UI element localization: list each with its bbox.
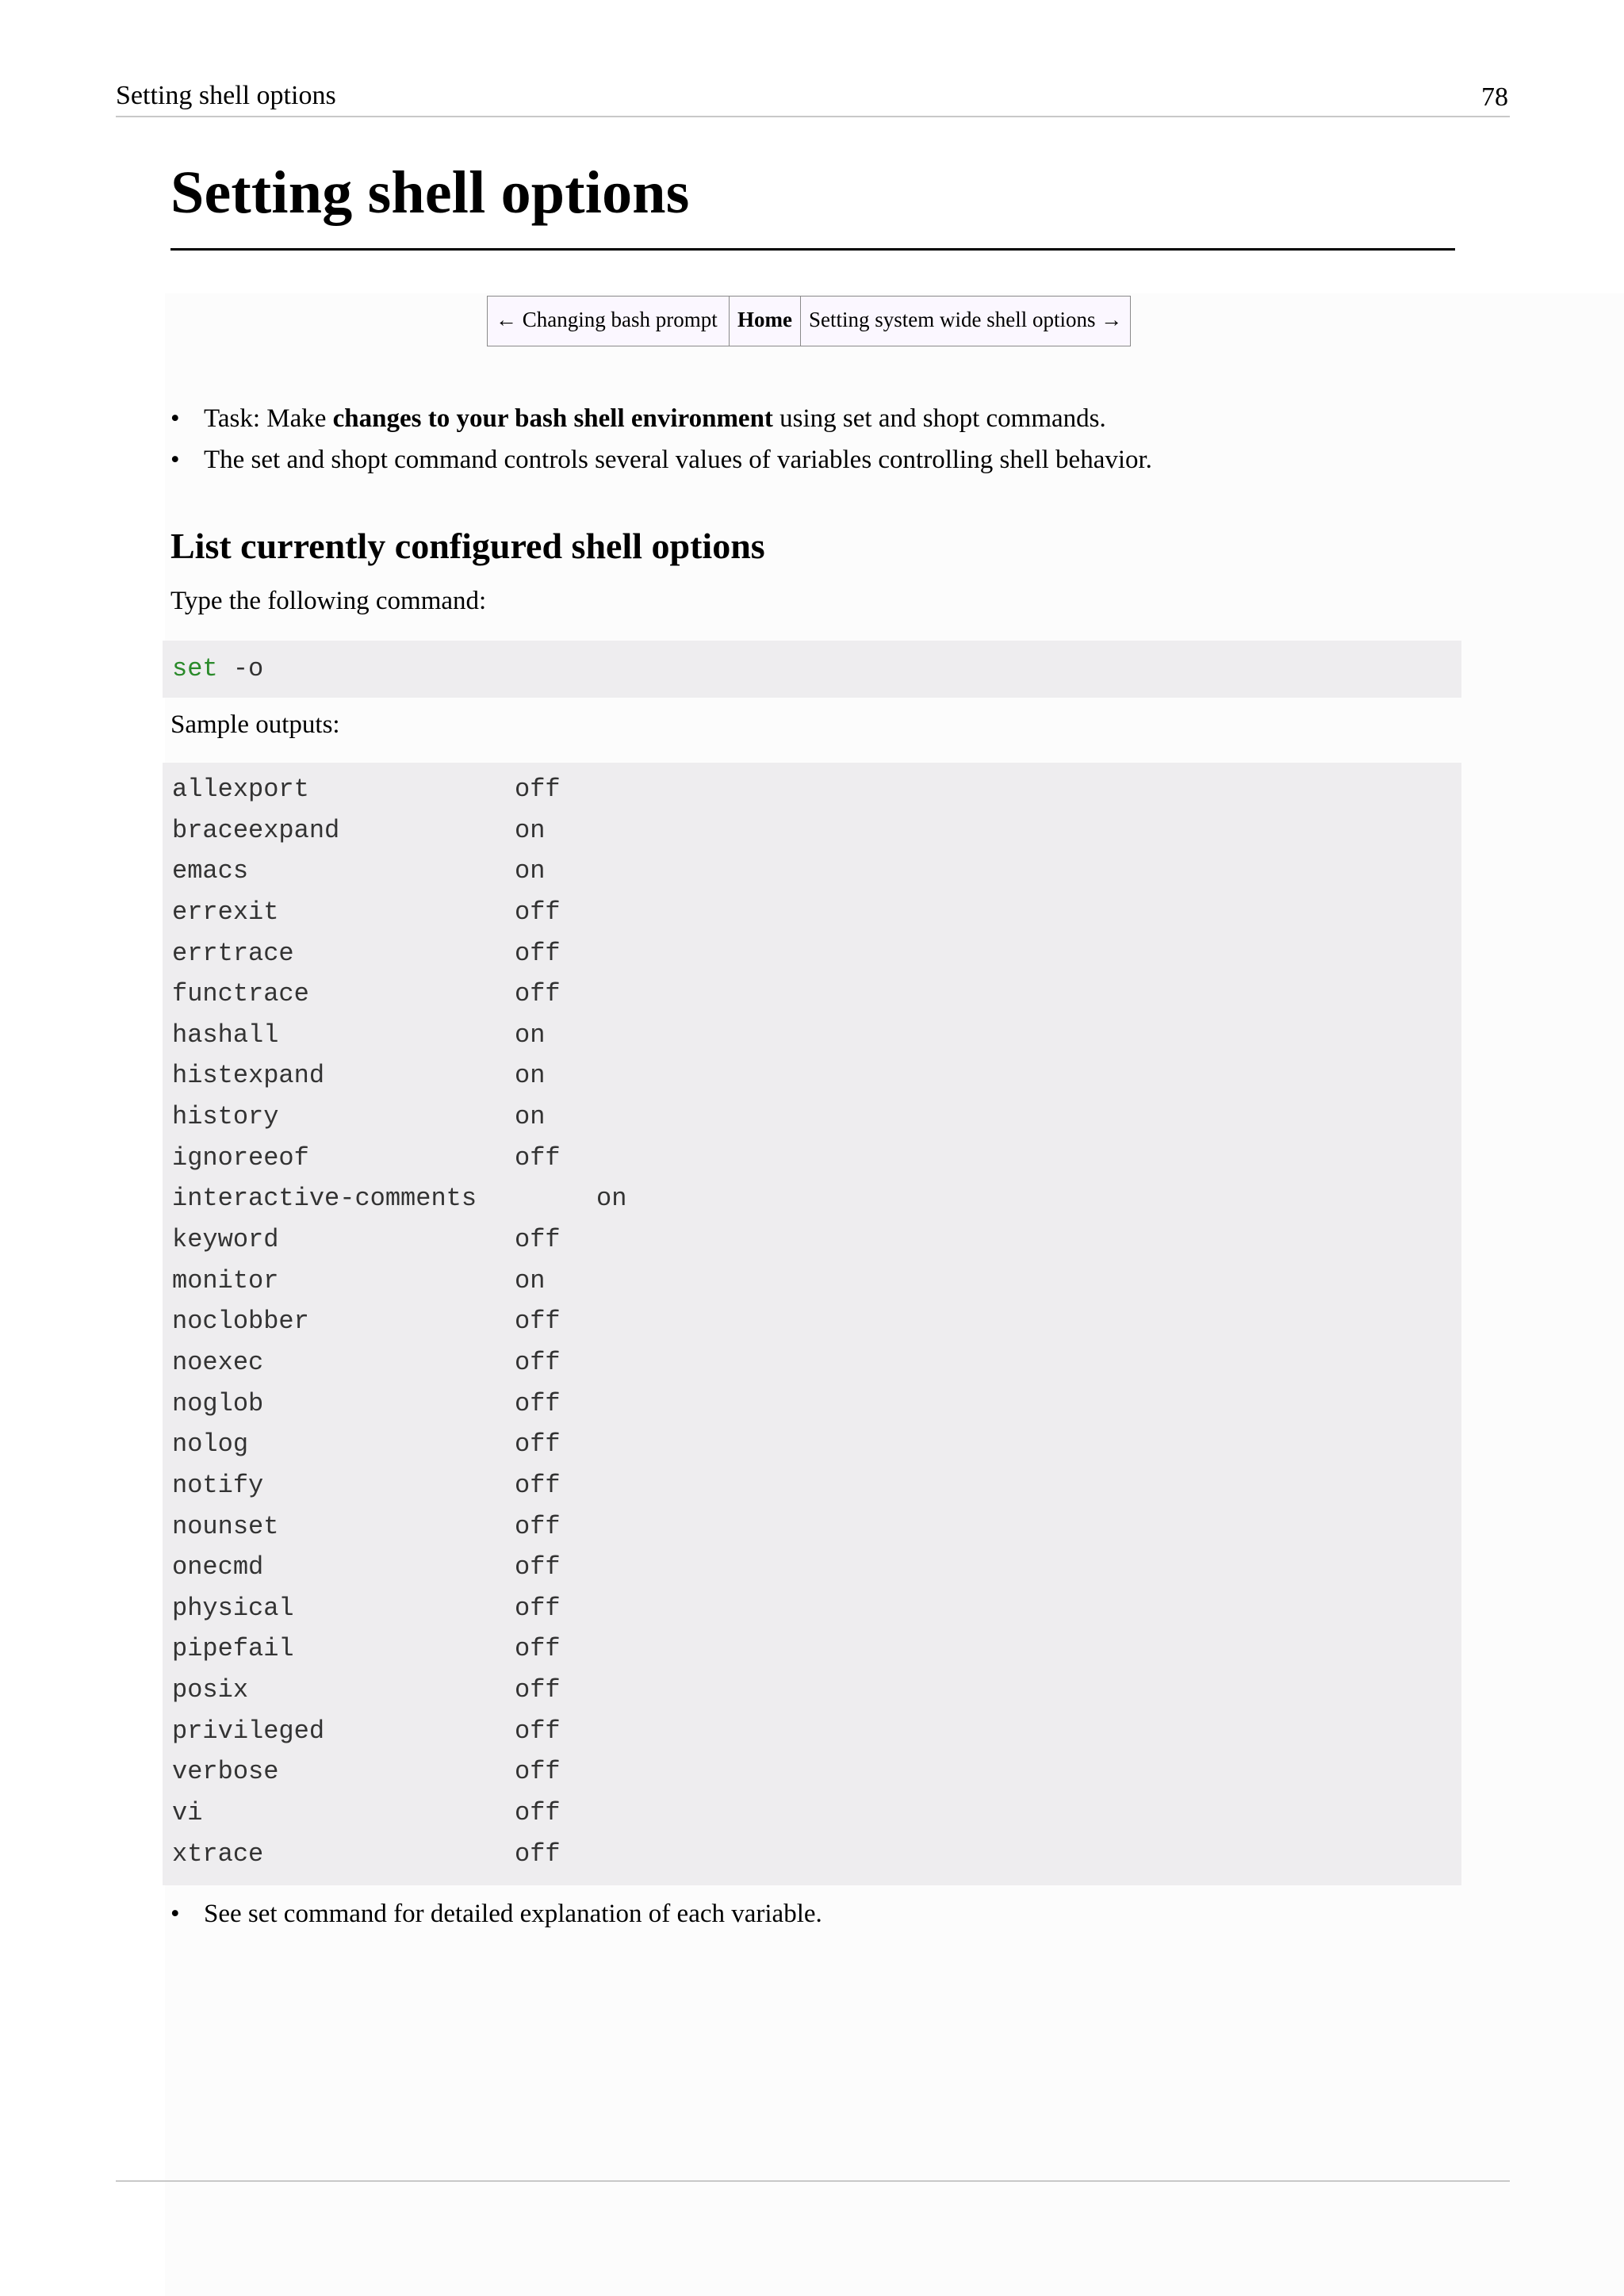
command-code-block (163, 641, 1461, 698)
option-name: history (172, 1102, 279, 1132)
option-name: interactive-comments (172, 1184, 477, 1214)
option-name: notify (172, 1470, 264, 1500)
option-name: errtrace (172, 938, 294, 968)
command-keyword: set (172, 654, 218, 683)
option-name: emacs (172, 856, 249, 886)
output-row (163, 1131, 1461, 1173)
output-row (163, 844, 1461, 886)
command-args: -o (217, 654, 264, 683)
page-title: Setting shell options (170, 159, 690, 226)
nav-previous-link[interactable]: ← Changing bash prompt (488, 297, 730, 346)
option-value: on (596, 1184, 627, 1214)
option-name: ignoreeof (172, 1142, 309, 1173)
sample-outputs-label: Sample outputs: (170, 710, 340, 739)
nav-next-link[interactable]: Setting system wide shell options → (800, 297, 1130, 346)
running-header (116, 76, 1510, 117)
output-row (163, 927, 1461, 968)
output-row (163, 1254, 1461, 1295)
task-prefix: Task: Make (204, 404, 333, 433)
option-value: off (515, 1798, 561, 1828)
option-name: noexec (172, 1347, 264, 1377)
running-title: Setting shell options (116, 81, 336, 110)
instruction-text: Type the following command: (170, 587, 487, 615)
option-value: off (515, 897, 561, 927)
output-row (163, 1582, 1461, 1623)
output-row (163, 763, 1461, 804)
option-value: off (515, 1593, 561, 1623)
option-value: off (515, 1716, 561, 1746)
output-row (163, 1172, 1461, 1213)
output-row (163, 1705, 1461, 1746)
task-bullet (170, 398, 1152, 439)
option-value: off (515, 1142, 561, 1173)
option-value: off (515, 1839, 561, 1869)
output-row (163, 1213, 1461, 1254)
output-row (163, 886, 1461, 927)
option-name: hashall (172, 1020, 279, 1050)
output-row (163, 804, 1461, 845)
output-row (163, 1500, 1461, 1541)
option-value: off (515, 1675, 561, 1705)
option-name: functrace (172, 979, 309, 1009)
option-name: xtrace (172, 1839, 264, 1869)
nav-home-link[interactable]: Home (730, 297, 801, 346)
page-number: 78 (1481, 82, 1508, 112)
option-value: on (515, 1102, 546, 1132)
option-value: off (515, 979, 561, 1009)
output-row (163, 1622, 1461, 1663)
option-name: onecmd (172, 1552, 264, 1582)
output-row (163, 1459, 1461, 1500)
task-emphasis: changes to your bash shell environment (332, 404, 773, 433)
task-suffix: using set and shopt commands. (772, 404, 1106, 433)
option-value: on (515, 815, 546, 845)
output-row (163, 1827, 1461, 1869)
output-row (163, 1008, 1461, 1050)
title-divider (170, 248, 1455, 251)
option-value: off (515, 775, 561, 804)
option-value: off (515, 1511, 561, 1541)
output-row (163, 1745, 1461, 1786)
option-name: keyword (172, 1225, 279, 1255)
option-name: nounset (172, 1511, 279, 1541)
command-line (172, 649, 263, 690)
output-row (163, 1336, 1461, 1377)
option-value: on (515, 1061, 546, 1091)
option-value: on (515, 856, 546, 886)
footer-divider (116, 2180, 1510, 2182)
option-name: physical (172, 1593, 294, 1623)
option-value: on (515, 1265, 546, 1295)
option-value: on (515, 1020, 546, 1050)
option-name: nolog (172, 1429, 249, 1460)
option-name: noclobber (172, 1307, 309, 1337)
output-row (163, 1049, 1461, 1090)
output-row (163, 1090, 1461, 1131)
description-bullet: • The set and shopt command controls several values of variables controlling shell behavior. (170, 439, 1152, 480)
option-value: off (515, 1470, 561, 1500)
sample-output-block (163, 763, 1461, 1885)
option-name: errexit (172, 897, 279, 927)
intro-list (170, 398, 1152, 480)
option-name: vi (172, 1798, 203, 1828)
output-row (163, 1418, 1461, 1459)
output-row (163, 1540, 1461, 1582)
option-value: off (515, 1757, 561, 1787)
output-row (163, 1786, 1461, 1827)
option-value: off (515, 1552, 561, 1582)
output-row (163, 1663, 1461, 1705)
option-value: off (515, 938, 561, 968)
output-row (163, 1377, 1461, 1418)
option-name: posix (172, 1675, 249, 1705)
option-value: off (515, 1347, 561, 1377)
output-row (163, 1295, 1461, 1336)
output-row (163, 967, 1461, 1008)
option-name: allexport (172, 775, 309, 804)
option-value: off (515, 1429, 561, 1460)
option-name: pipefail (172, 1634, 294, 1664)
option-value: off (515, 1225, 561, 1255)
option-name: verbose (172, 1757, 279, 1787)
navigation-table (487, 296, 1131, 346)
section-heading: List currently configured shell options (170, 526, 765, 566)
option-value: off (515, 1634, 561, 1664)
option-name: monitor (172, 1265, 279, 1295)
footnote-list (170, 1893, 822, 1934)
option-name: privileged (172, 1716, 325, 1746)
option-name: braceexpand (172, 815, 340, 845)
option-name: noglob (172, 1388, 264, 1418)
footnote-bullet: • See set command for detailed explanation of each variable. (170, 1893, 822, 1934)
option-value: off (515, 1307, 561, 1337)
option-name: histexpand (172, 1061, 325, 1091)
option-value: off (515, 1388, 561, 1418)
